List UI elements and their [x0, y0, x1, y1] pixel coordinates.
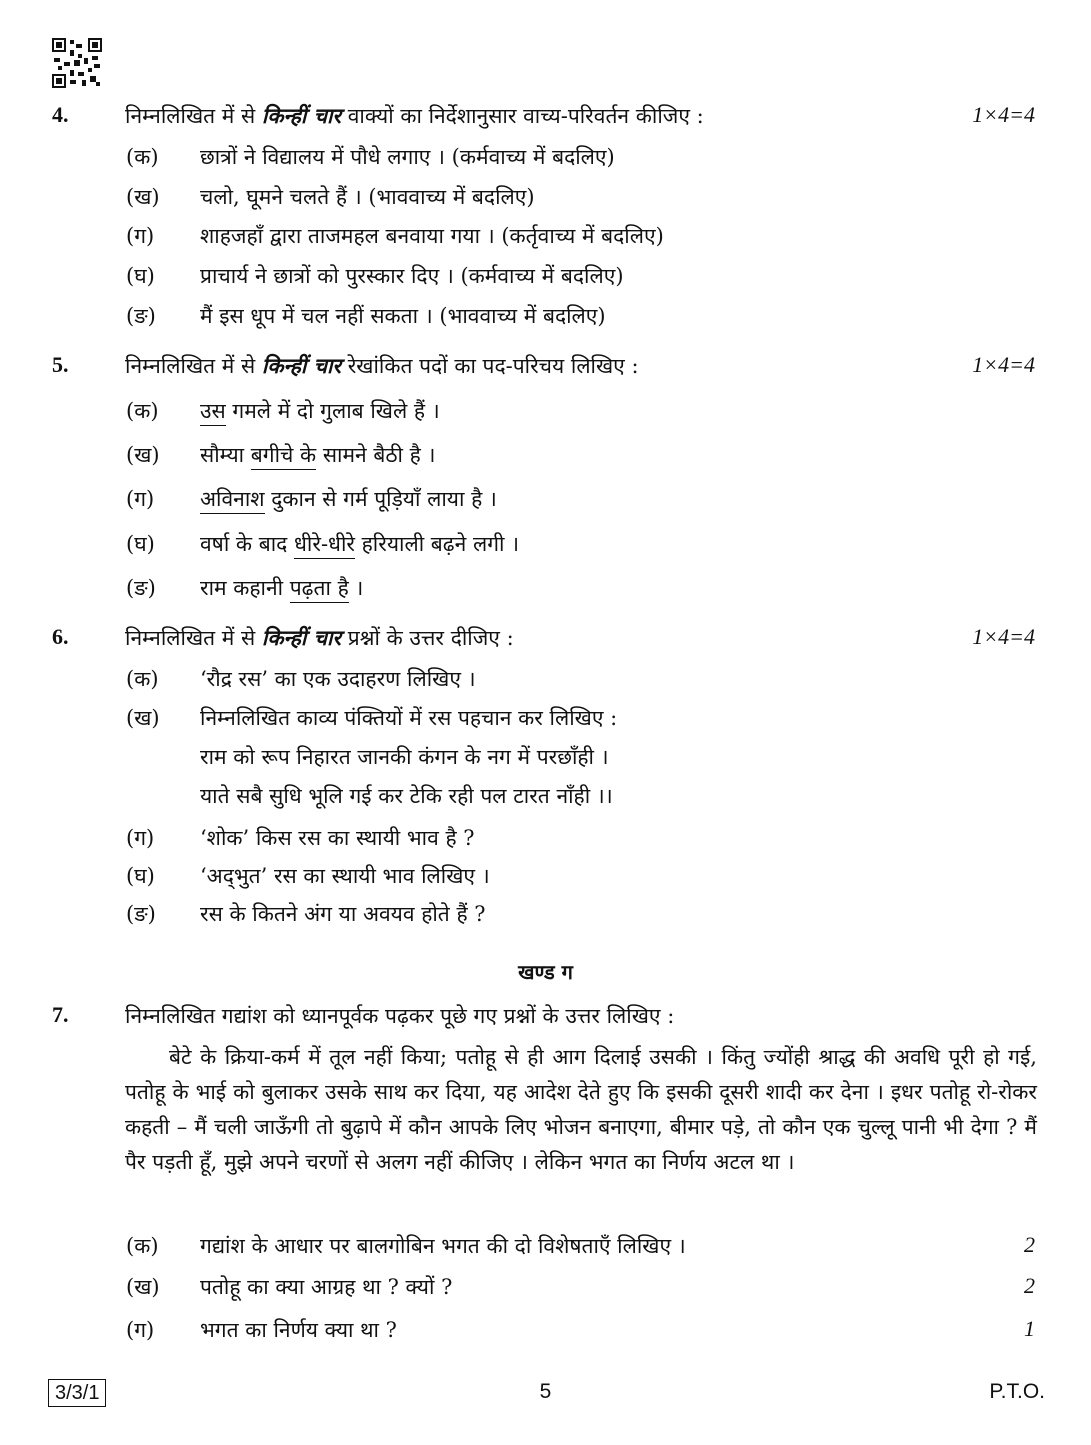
- marks-label: 1×4=4: [972, 352, 1035, 377]
- item-text: उस गमले में दो गुलाब खिले हैं ।: [200, 397, 440, 425]
- question-emphasis: किन्हीं चार: [261, 625, 342, 650]
- marks-label: 1×4=4: [972, 624, 1035, 649]
- underlined-word: धीरे-धीरे: [294, 532, 355, 559]
- item-label: (क): [126, 399, 159, 423]
- item-text: सौम्या बगीचे के सामने बैठी है ।: [200, 441, 435, 469]
- marks-label: 2: [1024, 1273, 1035, 1298]
- paper-code: 3/3/1: [48, 1379, 106, 1407]
- underlined-word: बगीचे के: [251, 443, 316, 470]
- item-label: (घ): [126, 864, 155, 888]
- item-text: ‘रौद्र रस’ का एक उदाहरण लिखिए ।: [200, 667, 476, 691]
- item-text: वर्षा के बाद धीरे-धीरे हरियाली बढ़ने लगी ।: [200, 530, 519, 558]
- item-text: शाहजहाँ द्वारा ताजमहल बनवाया गया । (कर्तृवाच्य में बदलिए): [200, 224, 664, 248]
- question-text: [125, 102, 704, 130]
- item-label: (ग): [126, 224, 155, 248]
- item-text: छात्रों ने विद्यालय में पौधे लगाए । (कर्मवाच्य में बदलिए): [200, 145, 615, 169]
- question-text-pre: निम्नलिखित में से: [125, 354, 256, 378]
- qr-code-icon: [52, 38, 102, 88]
- underlined-word: पढ़ता है: [290, 576, 349, 603]
- item-label: (ख): [126, 185, 160, 209]
- question-emphasis: किन्हीं चार: [261, 103, 342, 128]
- question-emphasis: किन्हीं चार: [261, 353, 342, 378]
- item-text: निम्नलिखित काव्य पंक्तियों में रस पहचान कर लिखिए :: [200, 706, 618, 730]
- marks-label: 1: [1024, 1316, 1035, 1341]
- item-text: पतोहू का क्या आग्रह था ? क्यों ?: [200, 1275, 453, 1299]
- item-label: (घ): [126, 532, 155, 556]
- question-number: 6.: [52, 624, 69, 649]
- item-text: गद्यांश के आधार पर बालगोबिन भगत की दो विशेषताएँ लिखिए ।: [200, 1234, 686, 1258]
- marks-label: 2: [1024, 1232, 1035, 1257]
- item-label: (ख): [126, 1275, 160, 1299]
- item-label: (ङ): [126, 304, 156, 328]
- verse-line: याते सबै सुधि भूलि गई कर टेकि रही पल टारत नाँही ।।: [200, 784, 613, 808]
- question-text-post: वाक्यों का निर्देशानुसार वाच्य-परिवर्तन कीजिए :: [347, 104, 704, 128]
- verse-line: राम को रूप निहारत जानकी कंगन के नग में परछाँही ।: [200, 745, 609, 769]
- underlined-word: उस: [200, 399, 226, 426]
- underlined-word: अविनाश: [200, 487, 265, 514]
- item-label: (ख): [126, 443, 160, 467]
- page-number: 5: [539, 1380, 552, 1403]
- question-text-post: रेखांकित पदों का पद-परिचय लिखिए :: [347, 354, 639, 378]
- item-text: रस के कितने अंग या अवयव होते हैं ?: [200, 902, 486, 926]
- item-label: (ङ): [126, 902, 156, 926]
- question-text-post: प्रश्नों के उत्तर दीजिए :: [347, 626, 514, 650]
- item-text: ‘शोक’ किस रस का स्थायी भाव है ?: [200, 826, 475, 850]
- item-label: (क): [126, 1234, 159, 1258]
- item-label: (घ): [126, 264, 155, 288]
- pto-label: P.T.O.: [989, 1380, 1045, 1403]
- section-heading: खण्ड ग: [518, 960, 573, 984]
- item-label: (ख): [126, 706, 160, 730]
- item-label: (क): [126, 667, 159, 691]
- item-label: (क): [126, 145, 159, 169]
- item-label: (ग): [126, 826, 155, 850]
- item-text: प्राचार्य ने छात्रों को पुरस्कार दिए । (कर्मवाच्य में बदलिए): [200, 264, 624, 288]
- question-text-pre: निम्नलिखित में से: [125, 626, 256, 650]
- item-label: (ग): [126, 487, 155, 511]
- passage: बेटे के क्रिया-कर्म में तूल नहीं किया; पतोहू से ही आग दिलाई उसकी । किंतु ज्योंही श्राद्ध की अवधि पूरी हो गई, पतोहू के भाई को बुलाकर उसके साथ कर दिया, यह आदेश देते हुए कि इसकी दूसरी शादी कर देना । इधर पतोहू रो-रोकर कहती – मैं चली जाऊँगी तो बुढ़ापे में कौन आपके लिए भोजन बनाएगा, बीमार पड़े, तो कौन एक चुल्लू पानी भी देगा ? मैं पैर पड़ती हूँ, मुझे अपने चरणों से अलग नहीं कीजिए । लेकिन भगत का निर्णय अटल था ।: [125, 1045, 1037, 1174]
- item-label: (ग): [126, 1318, 155, 1342]
- item-text: चलो, घूमने चलते हैं । (भाववाच्य में बदलिए): [200, 185, 535, 209]
- item-text: राम कहानी पढ़ता है ।: [200, 574, 363, 602]
- item-text: अविनाश दुकान से गर्म पूड़ियाँ लाया है ।: [200, 485, 497, 513]
- marks-label: 1×4=4: [972, 102, 1035, 127]
- question-number: 7.: [52, 1002, 69, 1027]
- question-text: निम्नलिखित गद्यांश को ध्यानपूर्वक पढ़कर पूछे गए प्रश्नों के उत्तर लिखिए :: [125, 1004, 675, 1028]
- item-text: भगत का निर्णय क्या था ?: [200, 1318, 397, 1342]
- item-label: (ङ): [126, 576, 156, 600]
- item-text: ‘अद्‌भुत’ रस का स्थायी भाव लिखिए ।: [200, 864, 490, 888]
- item-text: मैं इस धूप में चल नहीं सकता । (भाववाच्य में बदलिए): [200, 304, 606, 328]
- question-text: [125, 624, 514, 652]
- question-number: 5.: [52, 352, 69, 377]
- question-number: 4.: [52, 102, 69, 127]
- question-text: [125, 352, 639, 380]
- question-text-pre: निम्नलिखित में से: [125, 104, 256, 128]
